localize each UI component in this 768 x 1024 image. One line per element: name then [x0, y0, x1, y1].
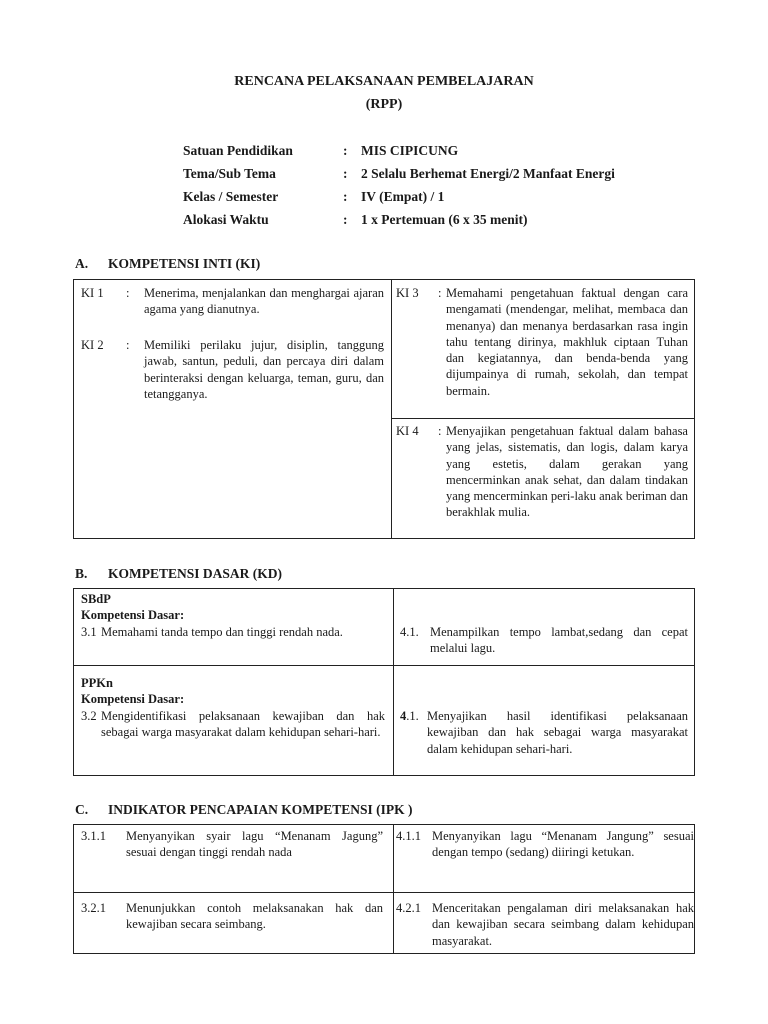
ipk-number: 4.2.1	[396, 901, 421, 915]
ki4-text: Menyajikan pengetahuan faktual dalam bahasa yang jelas, sistematis, dan logis, dalam karya yang estetis, dalam gerakan yang mencerminkan anak sehat, dan dalam tindakan yang mencerminkan peri-laku anak beriman dan berakhlak mulia.	[446, 424, 688, 520]
ki1-text: Menerima, menjalankan dan menghargai ajaran agama yang dianutnya.	[144, 286, 384, 317]
info-row-kelas	[183, 187, 615, 210]
table-divider	[391, 280, 392, 538]
ipk-text: Menyanyikan lagu “Menanam Jangung” sesuai dengan tempo (sedang) diiringi ketukan.	[432, 829, 694, 860]
section-title: KOMPETENSI DASAR (KD)	[108, 566, 283, 581]
ipk-text: Menceritakan pengalaman diri melaksanakan hak dan kewajiban secara seimbang dalam kehidupan masyarakat.	[432, 901, 694, 948]
kd-number	[400, 708, 419, 724]
ki4-label: KI 4	[396, 424, 419, 438]
ki3-text: Memahami pengetahuan faktual dengan cara mengamati (mendengar, melihat, membaca dan menanya) dan menanya berdasarkan rasa ingin tahu tentang dirinya, makhluk ciptaan Tuhan dan kegiatannya, dan benda-benda yang dijumpainya di rumah, sekolah, dan tempat bermain.	[446, 286, 688, 398]
kd-subject-ppkn: PPKn	[81, 676, 113, 690]
info-colon: :	[343, 143, 348, 158]
ki4-colon: :	[438, 424, 442, 438]
kd-subtitle: Kompetensi Dasar:	[81, 608, 185, 622]
ki-row-divider	[391, 418, 694, 419]
kd-number-bold: 4	[400, 709, 407, 723]
section-title: INDIKATOR PENCAPAIAN KOMPETENSI (IPK )	[108, 802, 413, 817]
kd-number: 4.1.	[400, 625, 419, 639]
table-divider	[393, 589, 394, 775]
info-label: Satuan Pendidikan	[183, 143, 293, 158]
section-heading-ipk	[75, 802, 413, 818]
info-colon: :	[343, 189, 348, 204]
ki3-colon: :	[438, 286, 442, 300]
info-colon: :	[343, 166, 348, 181]
section-letter: A.	[75, 256, 89, 271]
kd-subject-sbdp: SBdP	[81, 592, 111, 606]
kd-number: 3.2	[81, 709, 97, 723]
kd-row-divider	[74, 665, 694, 666]
info-value: 1 x Pertemuan (6 x 35 menit)	[361, 212, 528, 227]
info-row-tema	[183, 164, 615, 187]
ipk-number: 3.1.1	[81, 829, 106, 843]
ipk-number: 4.1.1	[396, 829, 421, 843]
ki3-label: KI 3	[396, 286, 419, 300]
document-title: RENCANA PELAKSANAAN PEMBELAJARAN	[234, 74, 534, 89]
ki2-colon: :	[126, 338, 130, 352]
ipk-table	[73, 824, 695, 954]
ipk-number: 3.2.1	[81, 901, 106, 915]
section-heading-kd	[75, 566, 282, 582]
ki2-text: Memiliki perilaku jujur, disiplin, tanggung jawab, santun, peduli, dan percaya diri dalam berinteraksi dengan keluarga, teman, guru, dan tetangganya.	[144, 338, 384, 401]
info-value: MIS CIPICUNG	[361, 143, 459, 158]
ki1-colon: :	[126, 286, 130, 300]
kd-table	[73, 588, 695, 776]
ipk-row-divider	[74, 892, 694, 893]
info-value: 2 Selalu Berhemat Energi/2 Manfaat Energi	[361, 166, 615, 181]
info-row-alokasi	[183, 210, 615, 233]
ki-table	[73, 279, 695, 539]
ipk-text: Menunjukkan contoh melaksanakan hak dan kewajiban secara seimbang.	[126, 901, 383, 932]
ki2-label: KI 2	[81, 338, 104, 352]
kd-text: Menyajikan hasil identifikasi pelaksanaan kewajiban dan hak sebagai warga masyarakat dalam kehidupan sehari-hari.	[427, 709, 688, 756]
kd-subtitle: Kompetensi Dasar:	[81, 692, 185, 706]
section-heading-ki	[75, 256, 260, 272]
identity-info	[183, 141, 615, 233]
info-label: Alokasi Waktu	[183, 212, 269, 227]
info-label: Tema/Sub Tema	[183, 166, 276, 181]
section-letter: C.	[75, 802, 89, 817]
section-letter: B.	[75, 566, 88, 581]
kd-number: 3.1	[81, 625, 97, 639]
ipk-text: Menyanyikan syair lagu “Menanam Jagung” sesuai dengan tinggi rendah nada	[126, 829, 383, 860]
kd-number-rest: .1.	[406, 709, 419, 723]
section-title: KOMPETENSI INTI (KI)	[108, 256, 261, 271]
info-colon: :	[343, 212, 348, 227]
kd-text: Menampilkan tempo lambat,sedang dan cepat melalui lagu.	[430, 625, 688, 656]
info-value: IV (Empat) / 1	[361, 189, 445, 204]
kd-text	[101, 624, 385, 640]
info-row-satuan	[183, 141, 615, 164]
kd-text-content: Memahami tanda tempo dan tinggi rendah nada.	[101, 625, 343, 639]
table-divider	[393, 825, 394, 953]
info-label: Kelas / Semester	[183, 189, 279, 204]
kd-text: Mengidentifikasi pelaksanaan kewajiban dan hak sebagai warga masyarakat dalam kehidupan sehari-hari.	[101, 709, 385, 740]
document-subtitle: (RPP)	[365, 97, 403, 112]
ki1-label: KI 1	[81, 286, 104, 300]
